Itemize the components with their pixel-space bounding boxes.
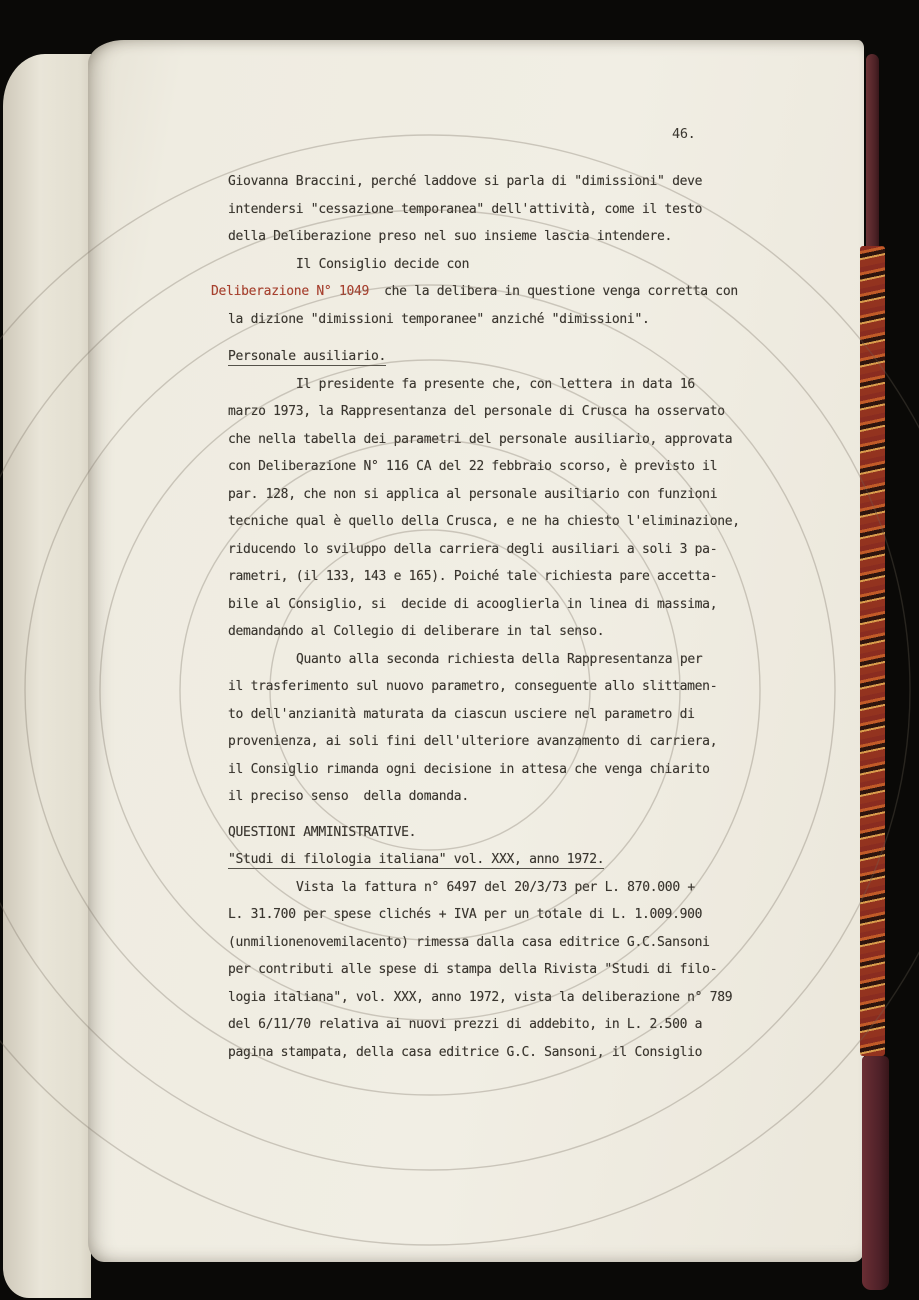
line-text: marzo 1973, la Rappresentanza del personale di Crusca ha osservato [228, 404, 725, 419]
text-line [228, 646, 808, 674]
line-text: tecniche qual è quello della Crusca, e ne ha chiesto l'eliminazione, [228, 514, 740, 529]
line-text: della Deliberazione preso nel suo insieme lascia intendere. [228, 229, 673, 244]
text-line [228, 929, 808, 957]
text-line [228, 536, 808, 564]
text-line [228, 453, 808, 481]
line-text: Quanto alla seconda richiesta della Rappresentanza per [296, 651, 703, 667]
underlined-heading: "Studi di filologia italiana" vol. XXX, anno 1972. [228, 852, 605, 867]
line-text: che la delibera in questione venga corretta con [369, 284, 738, 299]
text-line [228, 251, 808, 279]
line-text: con Deliberazione N° 116 CA del 22 febbraio scorso, è previsto il [228, 459, 718, 474]
text-line [228, 783, 808, 811]
line-text: bile al Consiglio, si decide di acooglierla in linea di massima, [228, 596, 718, 612]
line-text: Giovanna Braccini, perché laddove si parla di "dimissioni" deve [228, 174, 703, 189]
binding-bottom-edge [862, 1056, 889, 1290]
text-line [228, 398, 808, 426]
line-text: il trasferimento sul nuovo parametro, conseguente allo slittamen- [228, 679, 718, 694]
text-line [228, 508, 808, 536]
line-text: QUESTIONI AMMINISTRATIVE. [228, 824, 417, 840]
text-line [228, 819, 808, 847]
line-text: la dizione "dimissioni temporanee" anziché "dimissioni". [228, 311, 650, 327]
line-text: par. 128, che non si applica al personale ausiliario con funzioni [228, 486, 718, 502]
line-text: to dell'anzianità maturata da ciascun usciere nel parametro di [228, 706, 695, 722]
text-line [228, 618, 808, 646]
line-text: per contributi alle spese di stampa della Rivista "Studi di filo- [228, 962, 718, 977]
page-number: 46. [672, 126, 696, 142]
line-text: del 6/11/70 relativa ai nuovi prezzi di addebito, in L. 2.500 a [228, 1017, 703, 1032]
line-text: L. 31.700 per spese clichés + IVA per un totale di L. 1.009.900 [228, 907, 703, 922]
line-text: il preciso senso della domanda. [228, 789, 469, 804]
line-text: rametri, (il 133, 143 e 165). Poiché tale richiesta pare accetta- [228, 569, 718, 584]
line-text: (unmilionenovemilacento) rimessa dalla casa editrice G.C.Sansoni [228, 934, 710, 950]
line-text: Il presidente fa presente che, con lettera in data 16 [296, 376, 695, 392]
line-text: riducendo lo sviluppo della carriera degli ausiliari a soli 3 pa- [228, 541, 718, 557]
line-text: Vista la fattura n° 6497 del 20/3/73 per L. 870.000 + [296, 879, 695, 895]
left-page-stack-edge [3, 54, 91, 1298]
typewritten-text [211, 168, 808, 1066]
line-text: che nella tabella dei parametri del personale ausiliario, approvata [228, 431, 733, 447]
text-line [228, 956, 808, 984]
text-line [228, 1011, 808, 1039]
text-line [228, 481, 808, 509]
line-text: pagina stampata, della casa editrice G.C. Sansoni, il Consiglio [228, 1044, 703, 1060]
text-line [228, 874, 808, 902]
line-text: Il Consiglio decide con [296, 256, 470, 272]
text-line [228, 343, 808, 371]
binding-top-edge [866, 54, 879, 246]
text-line [228, 901, 808, 929]
red-deliberation-label: Deliberazione N° 1049 [211, 284, 370, 299]
document-page [88, 40, 864, 1262]
text-line [228, 984, 808, 1012]
text-line [228, 591, 808, 619]
line-text: demandando al Collegio di deliberare in tal senso. [228, 624, 605, 639]
text-line [228, 196, 808, 224]
text-line [228, 223, 808, 251]
text-line [228, 728, 808, 756]
underlined-heading: Personale ausiliario. [228, 349, 387, 364]
text-line [228, 168, 808, 196]
text-line [228, 371, 808, 399]
text-line [228, 756, 808, 784]
text-line [228, 701, 808, 729]
text-line [228, 306, 808, 334]
line-text: logia italiana", vol. XXX, anno 1972, vista la deliberazione n° 789 [228, 989, 733, 1005]
line-text: provenienza, ai soli fini dell'ulteriore avanzamento di carriera, [228, 734, 718, 749]
text-line [228, 673, 808, 701]
marbled-fore-edge [860, 246, 885, 1056]
text-line [228, 1039, 808, 1067]
text-line [228, 846, 808, 874]
line-text: intendersi "cessazione temporanea" dell'attività, come il testo [228, 201, 703, 217]
text-line [228, 563, 808, 591]
text-line [228, 426, 808, 454]
text-line-with-red-label [211, 278, 808, 306]
line-text: il Consiglio rimanda ogni decisione in attesa che venga chiarito [228, 761, 710, 777]
